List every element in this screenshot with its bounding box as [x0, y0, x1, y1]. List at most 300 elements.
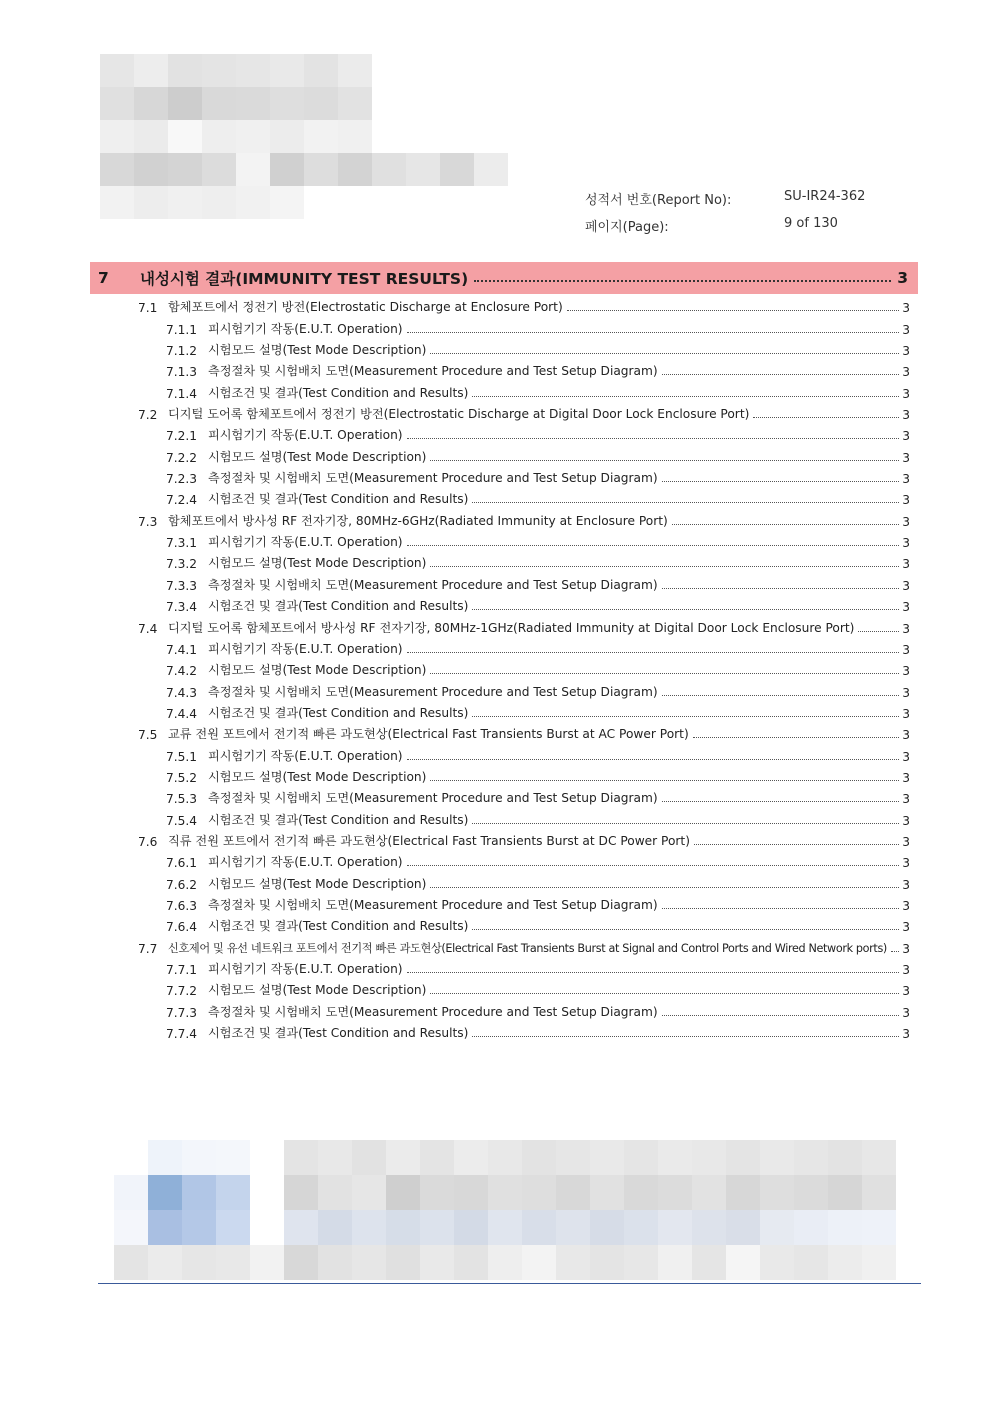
toc-leader-dots	[407, 865, 899, 866]
toc-entry-title: 피시험기기 작동(E.U.T. Operation)	[208, 748, 403, 763]
toc-entry[interactable]	[138, 913, 910, 934]
mosaic-cell	[454, 1140, 488, 1175]
toc-leader-dots	[662, 481, 899, 482]
mosaic-cell	[420, 1245, 454, 1280]
mosaic-cell	[216, 1245, 250, 1280]
toc-entry-page: 3	[902, 386, 910, 401]
toc-entry-number: 7.6.4	[166, 920, 198, 935]
toc-leader-dots	[430, 673, 899, 674]
mosaic-cell	[862, 1175, 896, 1210]
toc-leader-dots	[430, 993, 899, 994]
toc-entry-number: 7.7.2	[166, 984, 198, 999]
toc-entry-number: 7.2.3	[166, 472, 198, 487]
mosaic-cell	[488, 1210, 522, 1245]
toc-entry-page: 3	[902, 963, 910, 977]
toc-entry[interactable]	[138, 401, 910, 422]
toc-entry[interactable]	[138, 785, 910, 806]
toc-leader-dots	[472, 396, 899, 397]
toc-entry[interactable]	[138, 764, 910, 785]
mosaic-cell	[556, 1245, 590, 1280]
toc-entry[interactable]	[138, 870, 910, 891]
toc-entry[interactable]	[138, 358, 910, 379]
mosaic-cell	[304, 153, 338, 186]
toc-entry-page: 3	[902, 813, 910, 828]
mosaic-cell	[284, 1245, 318, 1280]
mosaic-cell	[202, 153, 236, 186]
toc-entry-number: 7.6.3	[166, 898, 198, 913]
toc-entry-page: 3	[902, 877, 910, 892]
toc-entry-page: 3	[902, 834, 910, 849]
toc-entry[interactable]	[138, 636, 910, 657]
mosaic-cell	[236, 120, 270, 153]
toc-entry[interactable]	[138, 806, 910, 827]
toc-entry-page: 3	[902, 770, 910, 785]
toc-entry[interactable]	[138, 678, 910, 699]
toc-entry-page: 3	[902, 706, 910, 721]
toc-entry-title: 디지털 도어록 함체포트에서 정전기 방전(Electrostatic Discharge at Digital Door Lock Enclosure Port)	[168, 407, 750, 422]
mosaic-cell	[624, 1175, 658, 1210]
toc-entry-page: 3	[902, 472, 910, 487]
toc-entry-page: 3	[902, 984, 910, 999]
toc-leader-dots	[694, 844, 899, 845]
toc-entry-title: 시험모드 설명(Test Mode Description)	[208, 769, 427, 784]
toc-entry-number: 7.4.1	[166, 642, 198, 657]
toc-entry[interactable]	[138, 486, 910, 507]
mosaic-cell	[794, 1245, 828, 1280]
toc-entry-number: 7.6.2	[166, 877, 198, 892]
toc-entry-page: 3	[902, 621, 910, 636]
toc-entry-title: 시험조건 및 결과(Test Condition and Results)	[208, 1026, 469, 1041]
mosaic-cell	[590, 1140, 624, 1175]
toc-entry-title: 피시험기기 작동(E.U.T. Operation)	[208, 855, 403, 870]
toc-entry[interactable]	[138, 379, 910, 400]
toc-entry-page: 3	[902, 941, 910, 956]
toc-leader-dots	[753, 417, 899, 418]
toc-entry-title: 피시험기기 작동(E.U.T. Operation)	[208, 428, 403, 443]
toc-entry-title: 시험모드 설명(Test Mode Description)	[208, 663, 427, 678]
toc-entry-number: 7.1.4	[166, 386, 198, 401]
toc-entry[interactable]	[138, 571, 910, 592]
toc-entry-page: 3	[902, 642, 910, 657]
mosaic-cell	[794, 1175, 828, 1210]
toc-entry-number: 7.7.3	[166, 1005, 198, 1020]
footer-rule	[98, 1283, 921, 1284]
toc-entry-title: 디지털 도어록 함체포트에서 방사성 RF 전자기장, 80MHz-1GHz(Radiated Immunity at Digital Door Lock Enclosure Port)	[168, 620, 855, 635]
toc-entry-number: 7.7.4	[166, 1027, 198, 1042]
toc-entry-number: 7.5	[138, 728, 158, 743]
toc-entry[interactable]	[138, 977, 910, 998]
mosaic-cell	[828, 1175, 862, 1210]
mosaic-cell	[100, 186, 134, 219]
toc-entry-title: 함체포트에서 정전기 방전(Electrostatic Discharge at Enclosure Port)	[168, 300, 563, 315]
toc-entry-page: 3	[902, 365, 910, 380]
toc-section-title: 내성시험 결과(IMMUNITY TEST RESULTS)	[140, 270, 469, 288]
toc-entry-number: 7.6.1	[166, 856, 198, 871]
mosaic-cell	[182, 1245, 216, 1280]
toc-entry-number: 7.7.1	[166, 963, 198, 977]
toc-entry-page: 3	[902, 1005, 910, 1020]
toc-entry[interactable]	[138, 828, 910, 849]
mosaic-cell	[624, 1245, 658, 1280]
mosaic-cell	[318, 1140, 352, 1175]
toc-entry-title: 측정절차 및 시험배치 도면(Measurement Procedure and Test Setup Diagram)	[208, 684, 658, 699]
toc-leader-dots	[891, 951, 899, 952]
mosaic-cell	[760, 1175, 794, 1210]
mosaic-cell	[658, 1245, 692, 1280]
mosaic-cell	[828, 1245, 862, 1280]
toc-section-heading[interactable]	[90, 262, 918, 294]
toc-entry-page: 3	[902, 1027, 910, 1042]
mosaic-cell	[726, 1245, 760, 1280]
toc-entry-number: 7.2.4	[166, 493, 198, 508]
toc-leader-dots	[693, 737, 899, 738]
mosaic-cell	[726, 1210, 760, 1245]
mosaic-cell	[658, 1175, 692, 1210]
mosaic-cell	[148, 1210, 182, 1245]
mosaic-cell	[168, 153, 202, 186]
mosaic-cell	[284, 1210, 318, 1245]
mosaic-cell	[794, 1210, 828, 1245]
mosaic-cell	[420, 1210, 454, 1245]
toc-entry-page: 3	[902, 450, 910, 465]
toc-entry-number: 7.1.1	[166, 322, 198, 337]
toc-entry-title: 시험모드 설명(Test Mode Description)	[208, 983, 427, 998]
toc-entry-title: 피시험기기 작동(E.U.T. Operation)	[208, 641, 403, 656]
toc-entry-title: 시험조건 및 결과(Test Condition and Results)	[208, 919, 469, 934]
toc-entry[interactable]	[138, 1020, 910, 1041]
toc-leader-dots	[858, 631, 899, 632]
toc-leader-dots	[662, 374, 899, 375]
toc-entry[interactable]	[138, 998, 910, 1019]
mosaic-cell	[148, 1245, 182, 1280]
mosaic-cell	[182, 1210, 216, 1245]
toc-leader-dots	[407, 332, 899, 333]
mosaic-cell	[488, 1140, 522, 1175]
toc-entry-number: 7.2	[138, 408, 158, 423]
mosaic-cell	[182, 1175, 216, 1210]
toc-entry[interactable]	[138, 721, 910, 742]
mosaic-cell	[590, 1245, 624, 1280]
report-no-value: SU-IR24-362	[784, 189, 866, 204]
toc-entry[interactable]	[138, 849, 910, 870]
toc-entry[interactable]	[138, 742, 910, 763]
mosaic-cell	[726, 1140, 760, 1175]
toc-entry-title: 피시험기기 작동(E.U.T. Operation)	[208, 962, 403, 976]
toc-leader-dots	[662, 695, 899, 696]
mosaic-cell	[236, 87, 270, 120]
toc-entry-page: 3	[902, 429, 910, 444]
mosaic-cell	[168, 186, 202, 219]
mosaic-cell	[236, 186, 270, 219]
mosaic-cell	[488, 1245, 522, 1280]
toc-entry[interactable]	[138, 337, 910, 358]
mosaic-cell	[474, 153, 508, 186]
mosaic-cell	[352, 1210, 386, 1245]
mosaic-cell	[270, 153, 304, 186]
mosaic-cell	[454, 1210, 488, 1245]
toc-entry[interactable]	[138, 422, 910, 443]
mosaic-cell	[202, 54, 236, 87]
toc-entry-page: 3	[902, 344, 910, 359]
mosaic-cell	[236, 54, 270, 87]
mosaic-cell	[760, 1245, 794, 1280]
toc-entry[interactable]	[138, 700, 910, 721]
toc-leader-dots	[474, 280, 891, 282]
toc-entry-number: 7.5.3	[166, 792, 198, 807]
mosaic-cell	[590, 1210, 624, 1245]
report-no-label: 성적서 번호(Report No):	[585, 193, 732, 208]
toc-entry-number: 7.6	[138, 834, 158, 849]
toc-entry-title: 시험모드 설명(Test Mode Description)	[208, 449, 427, 464]
mosaic-cell	[440, 153, 474, 186]
toc-entry-number: 7.4	[138, 621, 158, 636]
mosaic-cell	[134, 87, 168, 120]
mosaic-cell	[454, 1175, 488, 1210]
toc-entry-number: 7.4.4	[166, 706, 198, 721]
mosaic-cell	[556, 1140, 590, 1175]
toc-entry[interactable]	[138, 315, 910, 336]
toc-entry-number: 7.3.3	[166, 578, 198, 593]
toc-entry-number: 7.3.4	[166, 600, 198, 615]
mosaic-cell	[114, 1175, 148, 1210]
mosaic-cell	[134, 120, 168, 153]
mosaic-cell	[760, 1210, 794, 1245]
mosaic-cell	[386, 1175, 420, 1210]
toc-entry[interactable]	[138, 507, 910, 528]
mosaic-cell	[318, 1175, 352, 1210]
toc-leader-dots	[430, 566, 899, 567]
mosaic-cell	[134, 153, 168, 186]
toc-entry-number: 7.1.2	[166, 344, 198, 359]
toc-leader-dots	[472, 929, 899, 930]
mosaic-cell	[372, 153, 406, 186]
mosaic-cell	[454, 1245, 488, 1280]
mosaic-cell	[386, 1245, 420, 1280]
mosaic-cell	[270, 87, 304, 120]
toc-entry-title: 시험모드 설명(Test Mode Description)	[208, 343, 427, 358]
mosaic-cell	[692, 1245, 726, 1280]
mosaic-cell	[338, 54, 372, 87]
toc-section-number: 7	[98, 269, 109, 287]
mosaic-cell	[658, 1210, 692, 1245]
page-value: 9 of 130	[784, 216, 838, 231]
toc-entry-page: 3	[902, 749, 910, 764]
mosaic-cell	[216, 1140, 250, 1175]
mosaic-cell	[148, 1140, 182, 1175]
mosaic-cell	[386, 1210, 420, 1245]
toc-leader-dots	[472, 716, 899, 717]
toc-entry[interactable]	[138, 614, 910, 635]
toc-entry-page: 3	[902, 301, 910, 316]
mosaic-cell	[590, 1175, 624, 1210]
mosaic-cell	[624, 1210, 658, 1245]
mosaic-cell	[134, 186, 168, 219]
mosaic-cell	[522, 1175, 556, 1210]
mosaic-cell	[828, 1210, 862, 1245]
mosaic-cell	[522, 1245, 556, 1280]
toc-entry[interactable]	[138, 443, 910, 464]
toc-entry-title: 측정절차 및 시험배치 도면(Measurement Procedure and Test Setup Diagram)	[208, 1004, 658, 1019]
mosaic-cell	[270, 120, 304, 153]
mosaic-cell	[624, 1140, 658, 1175]
toc-entry-number: 7.3.2	[166, 557, 198, 572]
toc-entry-title: 신호제어 및 유선 네트워크 포트에서 전기적 빠른 과도현상(Electrical Fast Transients Burst at Signal and Control Ports and Wired Network ports)	[168, 941, 887, 955]
toc-leader-dots	[430, 353, 899, 354]
toc-entry-number: 7.7	[138, 941, 158, 956]
toc-entry[interactable]	[138, 956, 910, 977]
toc-leader-dots	[472, 1036, 899, 1037]
toc-entry-page: 3	[902, 728, 910, 743]
toc-leader-dots	[407, 759, 899, 760]
toc-entry[interactable]	[138, 550, 910, 571]
mosaic-cell	[270, 186, 304, 219]
toc-entry-number: 7.2.1	[166, 429, 198, 444]
mosaic-cell	[100, 153, 134, 186]
mosaic-cell	[148, 1175, 182, 1210]
toc-leader-dots	[407, 652, 899, 653]
mosaic-cell	[100, 120, 134, 153]
mosaic-cell	[760, 1140, 794, 1175]
toc-entry-title: 측정절차 및 시험배치 도면(Measurement Procedure and Test Setup Diagram)	[208, 364, 658, 379]
toc-entry-title: 시험조건 및 결과(Test Condition and Results)	[208, 492, 469, 507]
toc-leader-dots	[430, 780, 899, 781]
mosaic-cell	[726, 1175, 760, 1210]
mosaic-cell	[338, 87, 372, 120]
toc-entry-page: 3	[902, 557, 910, 572]
toc-entry[interactable]	[138, 934, 910, 955]
toc-entry-title: 측정절차 및 시험배치 도면(Measurement Procedure and Test Setup Diagram)	[208, 471, 658, 486]
toc-entry-page: 3	[902, 322, 910, 337]
mosaic-cell	[304, 120, 338, 153]
toc-leader-dots	[407, 545, 899, 546]
mosaic-cell	[270, 54, 304, 87]
toc-entry-title: 시험조건 및 결과(Test Condition and Results)	[208, 705, 469, 720]
toc-leader-dots	[472, 609, 899, 610]
toc-leader-dots	[662, 908, 899, 909]
toc-entry-page: 3	[902, 536, 910, 551]
toc-leader-dots	[430, 887, 899, 888]
mosaic-cell	[338, 120, 372, 153]
mosaic-cell	[352, 1245, 386, 1280]
toc-entry-title: 측정절차 및 시험배치 도면(Measurement Procedure and Test Setup Diagram)	[208, 577, 658, 592]
toc-entry-page: 3	[902, 493, 910, 508]
mosaic-cell	[114, 1245, 148, 1280]
mosaic-cell	[100, 87, 134, 120]
mosaic-cell	[216, 1175, 250, 1210]
toc-entry-page: 3	[902, 578, 910, 593]
mosaic-cell	[406, 153, 440, 186]
mosaic-cell	[386, 1140, 420, 1175]
mosaic-cell	[168, 120, 202, 153]
toc-entry-number: 7.4.3	[166, 685, 198, 700]
toc-entry[interactable]	[138, 593, 910, 614]
mosaic-cell	[304, 54, 338, 87]
toc-entry-number: 7.3	[138, 514, 158, 529]
mosaic-cell	[522, 1210, 556, 1245]
toc-entry-title: 시험조건 및 결과(Test Condition and Results)	[208, 385, 469, 400]
toc-entry[interactable]	[138, 294, 910, 315]
toc-entry[interactable]	[138, 465, 910, 486]
toc-entry-page: 3	[902, 898, 910, 913]
toc-leader-dots	[662, 1015, 899, 1016]
toc-entry-page: 3	[902, 664, 910, 679]
toc-leader-dots	[472, 502, 899, 503]
mosaic-cell	[202, 120, 236, 153]
mosaic-cell	[284, 1140, 318, 1175]
mosaic-cell	[318, 1245, 352, 1280]
toc-entry-page: 3	[902, 856, 910, 871]
mosaic-cell	[202, 87, 236, 120]
mosaic-cell	[828, 1140, 862, 1175]
toc-entry-page: 3	[902, 920, 910, 935]
toc-leader-dots	[407, 972, 899, 973]
toc-entry-number: 7.1.3	[166, 365, 198, 380]
toc-entry-title: 시험모드 설명(Test Mode Description)	[208, 556, 427, 571]
mosaic-cell	[522, 1140, 556, 1175]
toc-entry-page: 3	[902, 685, 910, 700]
mosaic-cell	[216, 1210, 250, 1245]
toc-leader-dots	[672, 524, 899, 525]
mosaic-cell	[692, 1175, 726, 1210]
toc-entry-number: 7.5.1	[166, 749, 198, 764]
mosaic-cell	[236, 153, 270, 186]
mosaic-cell	[556, 1175, 590, 1210]
toc-leader-dots	[430, 460, 899, 461]
mosaic-cell	[168, 87, 202, 120]
mosaic-cell	[250, 1245, 284, 1280]
toc-entry-number: 7.5.4	[166, 813, 198, 828]
mosaic-cell	[488, 1175, 522, 1210]
mosaic-cell	[692, 1140, 726, 1175]
mosaic-cell	[862, 1210, 896, 1245]
mosaic-cell	[352, 1140, 386, 1175]
toc-leader-dots	[472, 823, 899, 824]
mosaic-cell	[304, 87, 338, 120]
toc-entry[interactable]	[138, 529, 910, 550]
mosaic-cell	[100, 54, 134, 87]
toc-entry-number: 7.1	[138, 301, 158, 316]
page-label: 페이지(Page):	[585, 220, 669, 235]
toc-entry-number: 7.3.1	[166, 536, 198, 551]
toc-entry-title: 시험조건 및 결과(Test Condition and Results)	[208, 812, 469, 827]
mosaic-cell	[202, 186, 236, 219]
toc-entry-page: 3	[902, 600, 910, 615]
toc-entry-title: 시험조건 및 결과(Test Condition and Results)	[208, 599, 469, 614]
toc-entry[interactable]	[138, 892, 910, 913]
toc-list	[138, 294, 910, 1041]
mosaic-cell	[284, 1175, 318, 1210]
toc-entry-number: 7.2.2	[166, 450, 198, 465]
mosaic-cell	[134, 54, 168, 87]
toc-entry[interactable]	[138, 657, 910, 678]
toc-entry-number: 7.4.2	[166, 664, 198, 679]
toc-section-page: 3	[897, 269, 908, 287]
mosaic-cell	[338, 153, 372, 186]
mosaic-cell	[692, 1210, 726, 1245]
mosaic-cell	[318, 1210, 352, 1245]
toc-entry-title: 피시험기기 작동(E.U.T. Operation)	[208, 535, 403, 550]
toc-entry-page: 3	[902, 792, 910, 807]
mosaic-cell	[658, 1140, 692, 1175]
toc-leader-dots	[662, 588, 899, 589]
toc-leader-dots	[662, 801, 899, 802]
mosaic-cell	[182, 1140, 216, 1175]
mosaic-cell	[556, 1210, 590, 1245]
toc-entry-page: 3	[902, 514, 910, 529]
toc-leader-dots	[407, 438, 899, 439]
toc-leader-dots	[567, 310, 899, 311]
toc-entry-title: 직류 전원 포트에서 전기적 빠른 과도현상(Electrical Fast Transients Burst at DC Power Port)	[168, 833, 690, 848]
